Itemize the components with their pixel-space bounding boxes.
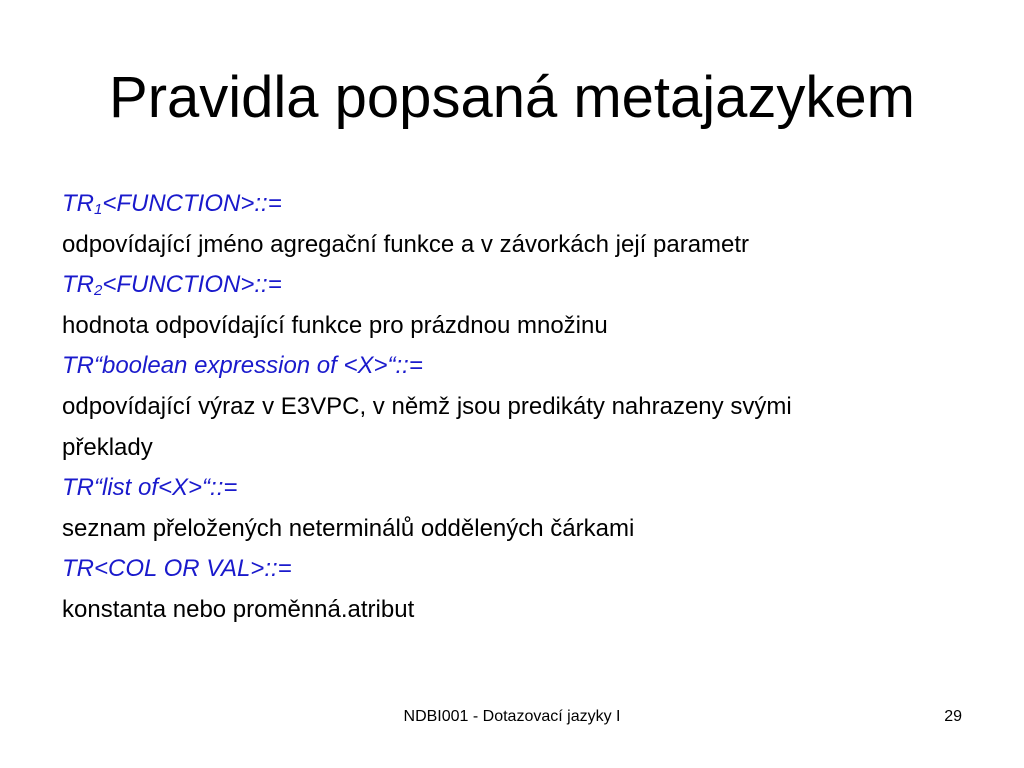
description-line: překlady [62, 433, 153, 461]
page-number: 29 [944, 708, 962, 725]
rule-subscript: 1 [94, 201, 103, 218]
description-line: hodnota odpovídající funkce pro prázdnou množinu [62, 311, 608, 339]
rule-line-col-or-val: TR<COL OR VAL>::= [62, 555, 292, 583]
rule-prefix: TR [62, 271, 94, 299]
rule-line-tr2-function [62, 265, 962, 306]
description-line: konstanta nebo proměnná.atribut [62, 595, 415, 623]
rule-line-boolean-expression: TR“boolean expression of <X>“::= [62, 352, 423, 380]
footer-course-title: NDBI001 - Dotazovací jazyky I [403, 708, 621, 725]
rule-suffix: <FUNCTION>::= [102, 271, 282, 299]
description-line: seznam přeložených neterminálů oddělených čárkami [62, 514, 635, 542]
description-line: odpovídající jméno agregační funkce a v závorkách její parametr [62, 230, 750, 258]
slide-title: Pravidla popsaná metajazykem [109, 65, 915, 130]
rule-subscript: 2 [94, 282, 103, 300]
slide-content [62, 184, 962, 631]
rule-line-tr1-function [62, 184, 962, 225]
rule-suffix: <FUNCTION>::= [102, 190, 282, 217]
description-line: odpovídající výraz v E3VPC, v němž jsou predikáty nahrazeny svými [62, 392, 792, 420]
rule-line-list-of: TR“list of<X>“::= [62, 474, 238, 502]
rule-prefix: TR [62, 190, 94, 217]
